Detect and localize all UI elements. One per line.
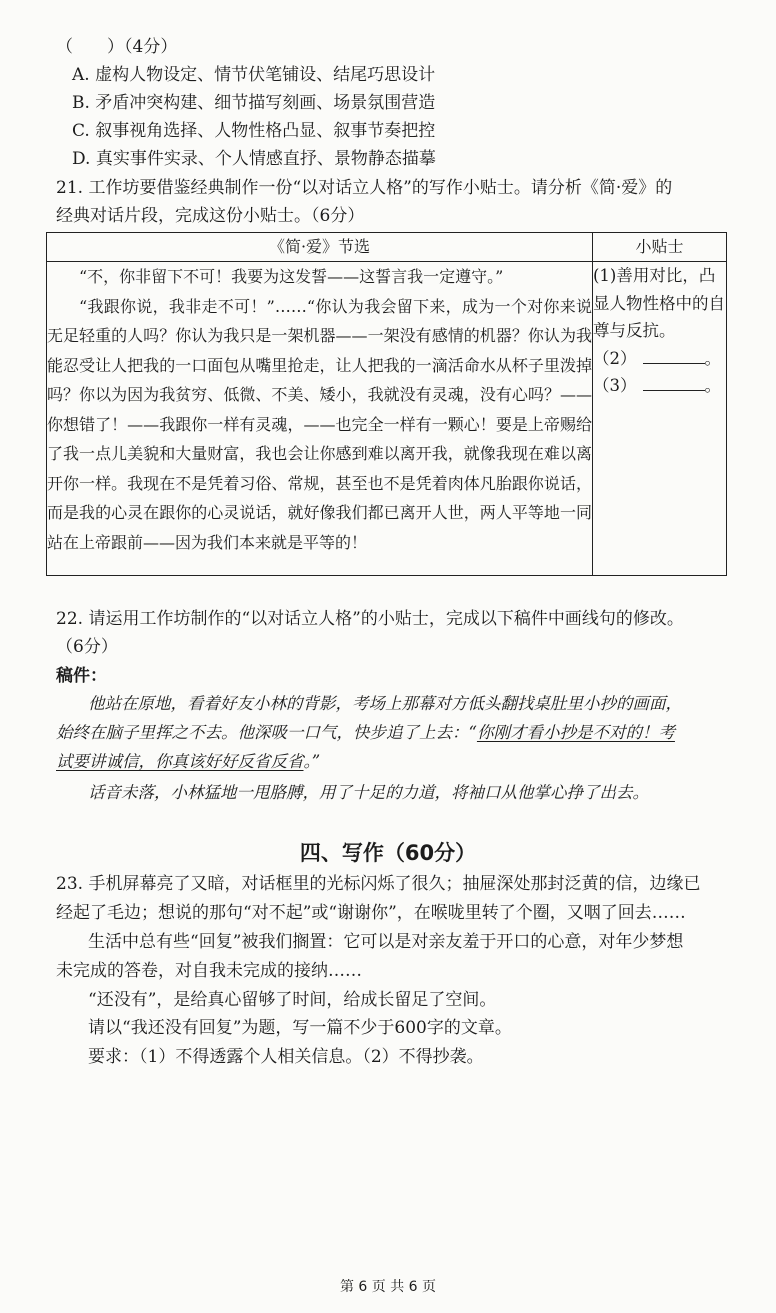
tip-3-blank[interactable] bbox=[643, 374, 705, 391]
table-header-tip: 小贴士 bbox=[593, 233, 727, 262]
tip-cell bbox=[593, 262, 727, 576]
q23-line-1: 23. 手机屏幕亮了又暗，对话框里的光标闪烁了很久；抽屉深处那封泛黄的信，边缘已 bbox=[56, 874, 701, 894]
draft-label: 稿件： bbox=[56, 666, 107, 686]
excerpt-paragraph-2: “我跟你说，我非走不可！”……“你认为我会留下来，成为一个对你来说无足轻重的人吗？你认为我只是一架机器——一架没有感情的机器？你认为我能忍受让人把我的一口面包从嘴里抢走，让人把我的一滴活命水从杯子里泼掉吗？你以为因为我贫穷、低微、不美、矮小，我就没有灵魂，没有心吗？——你想错了！——我跟你一样有灵魂，——也完全一样有一颗心！要是上帝赐给了我一点儿美貌和大量财富，我也会让你感到难以离开我，就像我现在难以离开你一样。我现在不是凭着习俗、常规，甚至也不是凭着肉体凡胎跟你说话，而是我的心灵在跟你的心灵说话，就好像我们都已离开人世，两人平等地一同站在上帝跟前——因为我们本来就是平等的！ bbox=[47, 296, 592, 552]
q20-option-d: D. 真实事件实录、个人情感直抒、景物静态描摹 bbox=[72, 149, 436, 169]
q23-line-7: 要求：（1）不得透露个人相关信息。（2）不得抄袭。 bbox=[88, 1047, 484, 1067]
tip-item-2-label: （2） bbox=[593, 348, 637, 368]
page-footer: 第 6 页 共 6 页 bbox=[339, 1279, 437, 1295]
q23-line-5: “还没有”，是给真心留够了时间，给成长留足了空间。 bbox=[88, 990, 497, 1010]
q23-line-6: 请以“我还没有回复”为题，写一篇不少于600字的文章。 bbox=[88, 1018, 512, 1038]
tip-item-1: (1)善用对比，凸显人物性格中的自尊与反抗。 bbox=[593, 266, 725, 340]
draft-line-1: 他站在原地，看着好友小林的背影，考场上那幕对方低头翻找桌肚里小抄的画面， bbox=[88, 694, 682, 713]
q23-line-4: 未完成的答卷，对自我未完成的接纳…… bbox=[56, 961, 362, 981]
draft-line-3-end: 。” bbox=[303, 752, 321, 771]
tip-item-2 bbox=[593, 345, 726, 373]
tip-item-3-label: （3） bbox=[593, 376, 637, 395]
draft-line-2-text: 始终在脑子里挥之不去。他深吸一口气，快步追了上去：“ bbox=[56, 723, 477, 742]
draft-line-4: 话音未落，小林猛地一甩胳膊，用了十足的力道，将袖口从他掌心挣了出去。 bbox=[88, 783, 649, 802]
excerpt-cell bbox=[47, 262, 593, 576]
underlined-sentence-part-2: 试要讲诚信，你真该好好反省反省 bbox=[56, 752, 304, 771]
q21-table bbox=[46, 232, 727, 576]
table-header-excerpt: 《简·爱》节选 bbox=[47, 233, 593, 262]
q20-option-c: C. 叙事视角选择、人物性格凸显、叙事节奏把控 bbox=[72, 121, 436, 141]
q22-prompt-line2: （6分） bbox=[56, 637, 118, 657]
q21-prompt-line2: 经典对话片段，完成这份小贴士。（6分） bbox=[56, 206, 365, 226]
tip-item-3 bbox=[593, 372, 726, 400]
q20-stem: （ ）（4分） bbox=[56, 37, 178, 57]
draft-line-3 bbox=[56, 749, 320, 775]
q23-line-2: 经起了毛边；想说的那句“对不起”或“谢谢你”，在喉咙里转了个圈，又咽了回去…… bbox=[56, 903, 686, 923]
draft-line-2 bbox=[56, 720, 675, 746]
q20-option-b: B. 矛盾冲突构建、细节描写刻画、场景氛围营造 bbox=[72, 93, 436, 113]
section-heading-writing: 四、写作（60分） bbox=[299, 841, 477, 865]
q21-prompt-line1: 21. 工作坊要借鉴经典制作一份“以对话立人格”的写作小贴士。请分析《简·爱》的 bbox=[56, 178, 673, 198]
q22-prompt-line1: 22. 请运用工作坊制作的“以对话立人格”的小贴士，完成以下稿件中画线句的修改。 bbox=[56, 609, 684, 629]
tip-item-2-end: 。 bbox=[704, 348, 721, 368]
tip-item-3-end: 。 bbox=[704, 376, 721, 395]
underlined-sentence-part-1: 你刚才看小抄是不对的！考 bbox=[476, 723, 675, 742]
excerpt-paragraph-1: “不，你非留下不可！我要为这发誓——这誓言我一定遵守。” bbox=[79, 267, 504, 286]
q20-option-a: A. 虚构人物设定、情节伏笔铺设、结尾巧思设计 bbox=[72, 65, 436, 85]
q23-line-3: 生活中总有些“回复”被我们搁置：它可以是对亲友羞于开口的心意，对年少梦想 bbox=[88, 932, 684, 952]
tip-2-blank[interactable] bbox=[643, 347, 705, 364]
